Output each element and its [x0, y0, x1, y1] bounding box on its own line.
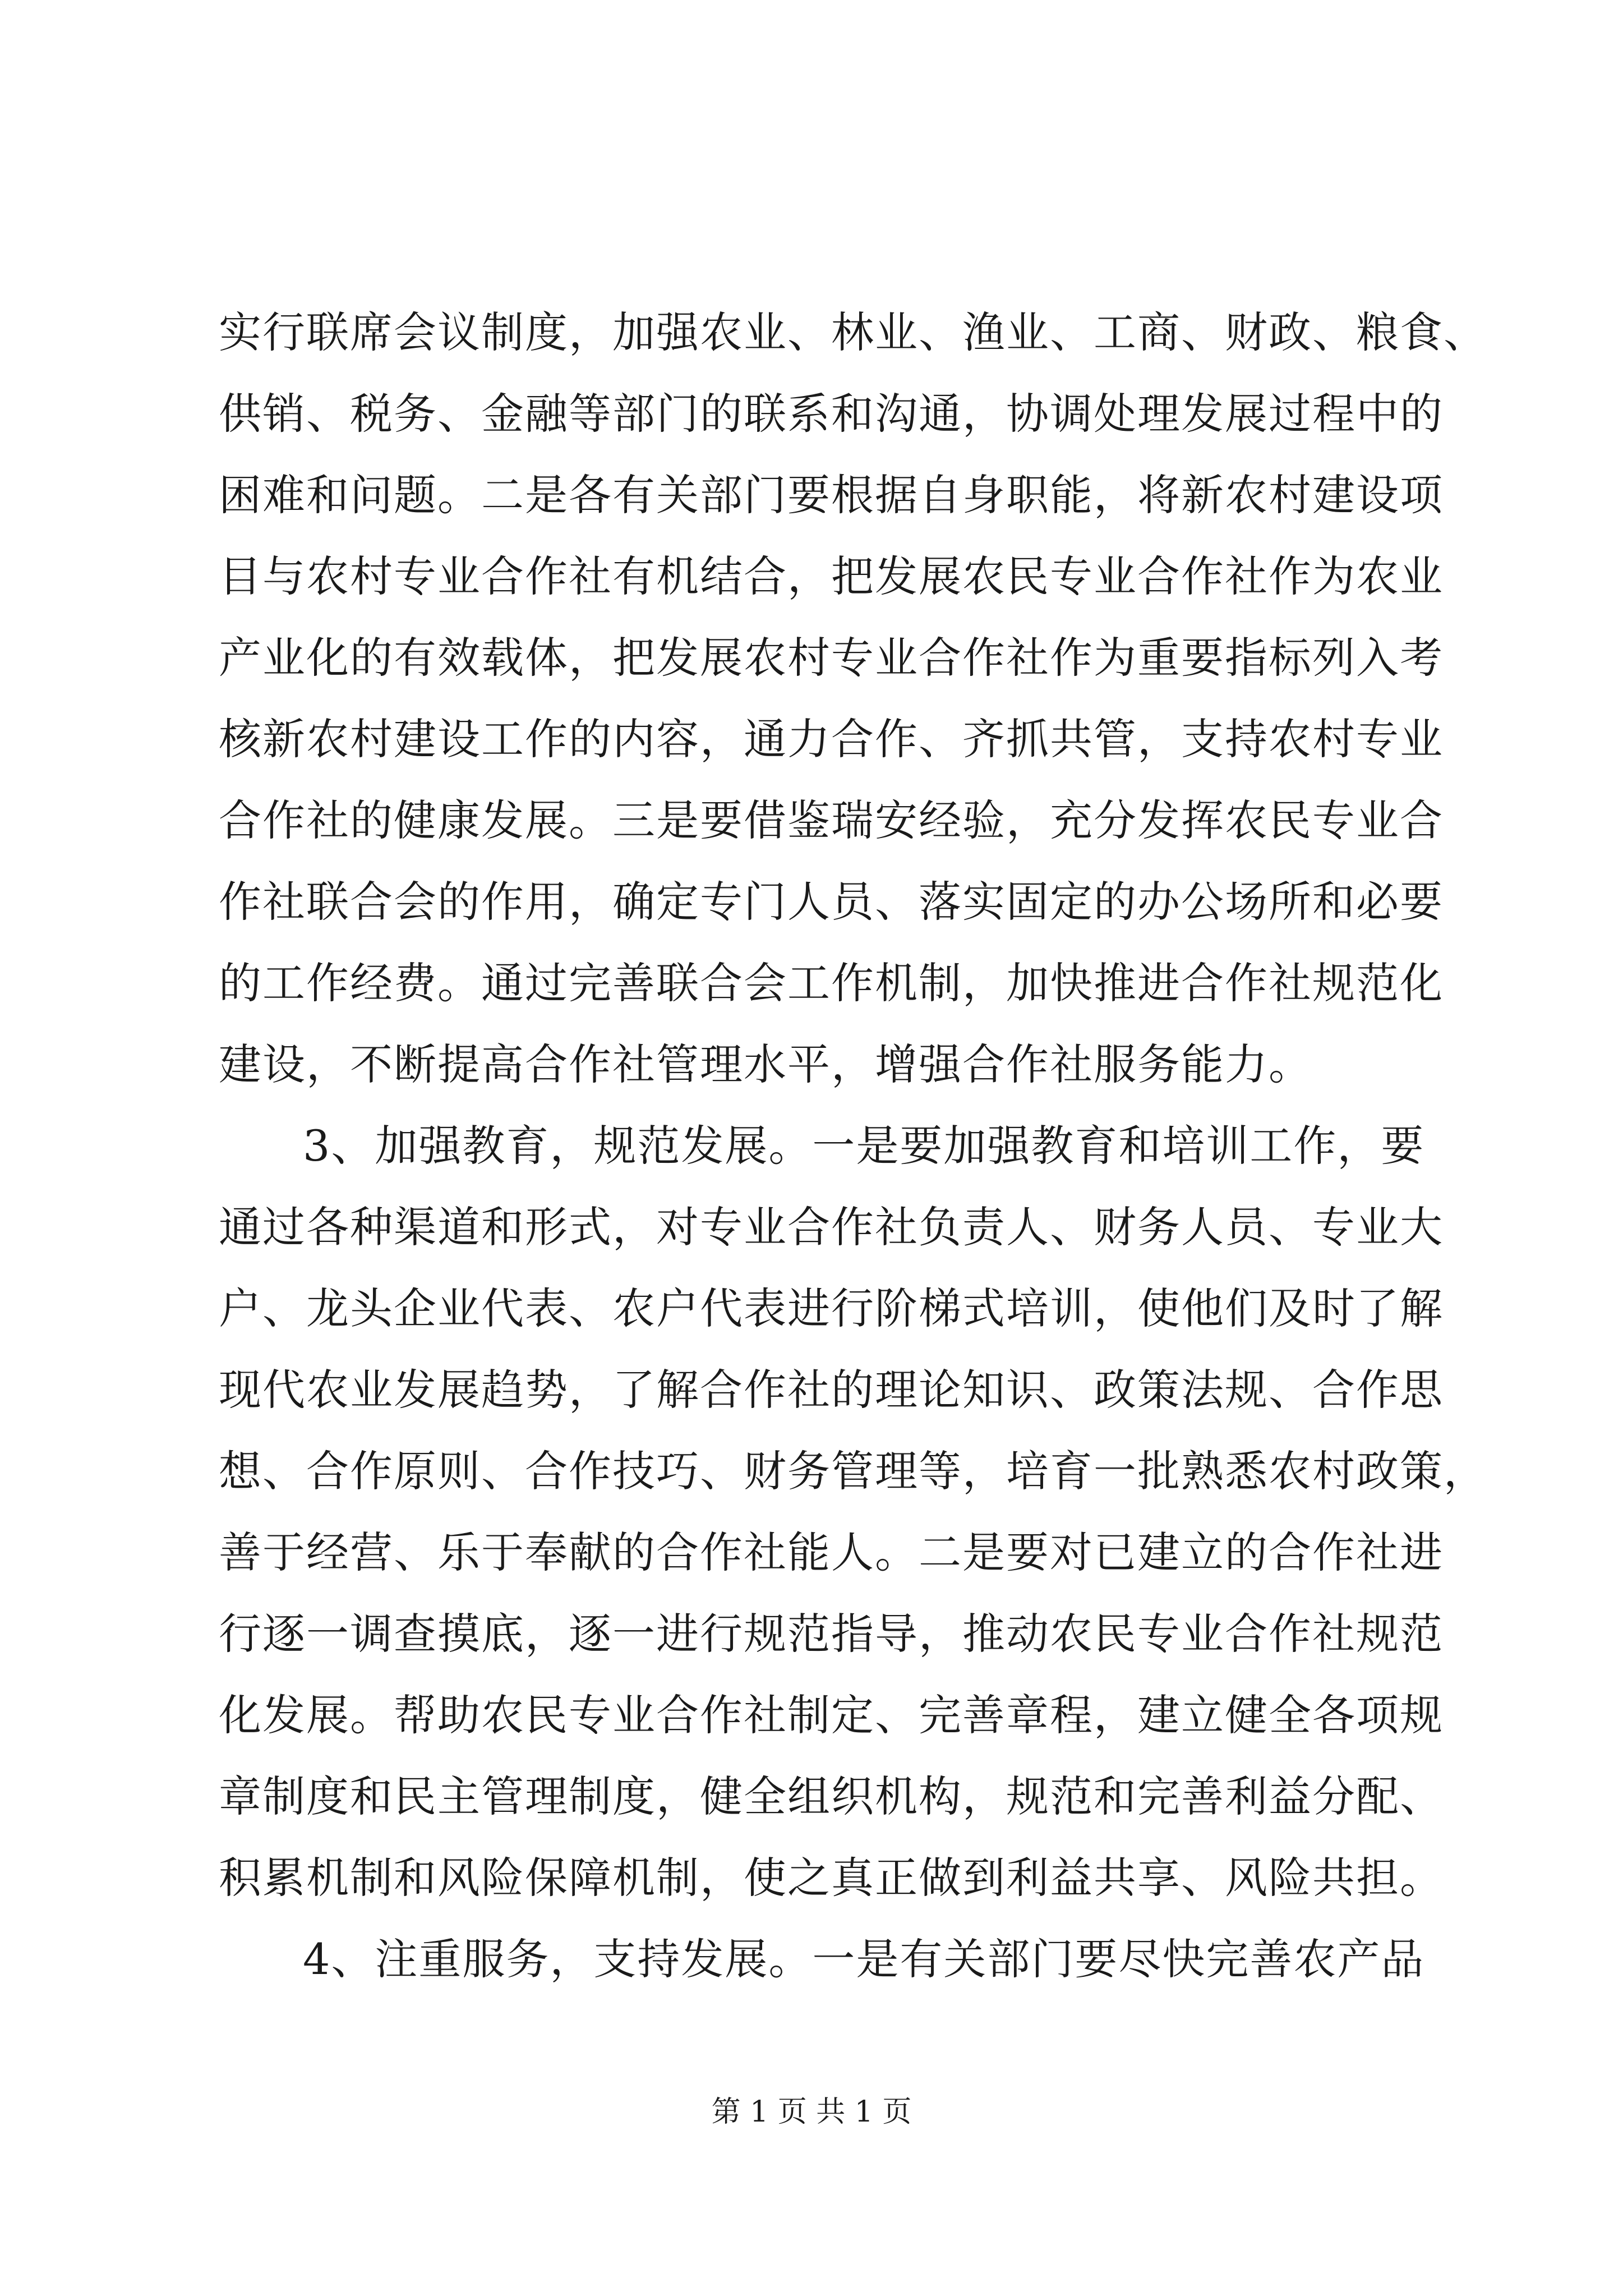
text-line: 通过各种渠道和形式，对专业合作社负责人、财务人员、专业大: [219, 1202, 1444, 1252]
text-line: 的工作经费。通过完善联合会工作机制，加快推进合作社规范化: [219, 958, 1444, 1008]
text-line: 产业化的有效载体，把发展农村专业合作社作为重要指标列入考: [219, 633, 1444, 683]
text-line: 核新农村建设工作的内容，通力合作、齐抓共管，支持农村专业: [219, 714, 1444, 764]
text-line: 困难和问题。二是各有关部门要根据自身职能，将新农村建设项: [219, 470, 1444, 520]
text-line: 现代农业发展趋势，了解合作社的理论知识、政策法规、合作思: [219, 1365, 1444, 1415]
text-line: 实行联席会议制度，加强农业、林业、渔业、工商、财政、粮食、: [219, 307, 1487, 357]
text-line: 积累机制和风险保障机制，使之真正做到利益共享、风险共担。: [219, 1853, 1444, 1903]
text-line: 化发展。帮助农民专业合作社制定、完善章程，建立健全各项规: [219, 1690, 1444, 1740]
text-line: 合作社的健康发展。三是要借鉴瑞安经验，充分发挥农民专业合: [219, 795, 1444, 845]
text-line: 作社联合会的作用，确定专门人员、落实固定的办公场所和必要: [219, 877, 1444, 927]
section-4-heading-line: 4、注重服务，支持发展。一是有关部门要尽快完善农产品: [303, 1934, 1425, 1984]
page-footer: [0, 2092, 1623, 2132]
text-line: 章制度和民主管理制度，健全组织机构，规范和完善利益分配、: [219, 1772, 1444, 1821]
text-line: 建设，不断提高合作社管理水平，增强合作社服务能力。: [219, 1039, 1312, 1089]
text-line: 善于经营、乐于奉献的合作社能人。二是要对已建立的合作社进: [219, 1527, 1444, 1577]
text-line: 目与农村专业合作社有机结合，把发展农民专业合作社作为农业: [219, 551, 1444, 601]
text-line: 供销、税务、金融等部门的联系和沟通，协调处理发展过程中的: [219, 389, 1444, 439]
section-3-heading-line: 3、加强教育，规范发展。一是要加强教育和培训工作，要: [303, 1121, 1425, 1171]
document-body: [219, 292, 1487, 2000]
text-line: 户、龙头企业代表、农户代表进行阶梯式培训，使他们及时了解: [219, 1283, 1444, 1333]
text-line: 行逐一调查摸底，逐一进行规范指导，推动农民专业合作社规范: [219, 1609, 1444, 1659]
page-number-label: 第 1 页 共 1 页: [711, 2095, 912, 2129]
text-line: 想、合作原则、合作技巧、财务管理等，培育一批熟悉农村政策，: [219, 1446, 1487, 1496]
